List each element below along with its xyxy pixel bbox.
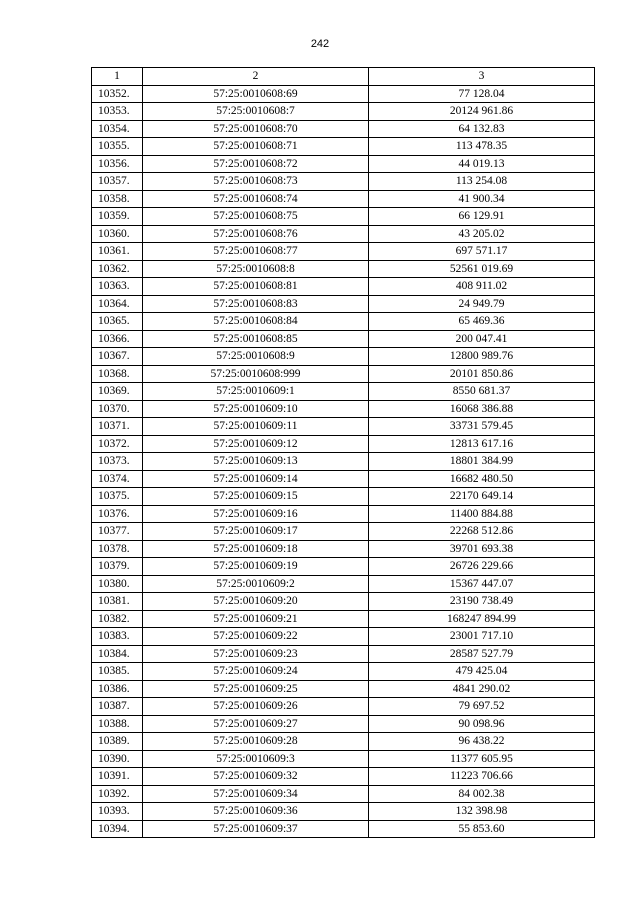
row-number-cell: 10365.	[92, 313, 143, 331]
cadastral-number-cell: 57:25:0010609:25	[143, 680, 369, 698]
cadastral-value-cell: 11377 605.95	[369, 750, 595, 768]
table-row	[92, 698, 595, 716]
cadastral-value-cell: 16682 480.50	[369, 470, 595, 488]
cadastral-value-table	[91, 67, 595, 838]
row-number-cell: 10380.	[92, 575, 143, 593]
cadastral-value-cell: 11223 706.66	[369, 768, 595, 786]
row-number-cell: 10382.	[92, 610, 143, 628]
cadastral-number-cell: 57:25:0010609:18	[143, 540, 369, 558]
cadastral-value-cell: 20124 961.86	[369, 103, 595, 121]
row-number-cell: 10390.	[92, 750, 143, 768]
cadastral-number-cell: 57:25:0010609:28	[143, 733, 369, 751]
cadastral-number-cell: 57:25:0010609:12	[143, 435, 369, 453]
row-number-cell: 10367.	[92, 348, 143, 366]
table-row	[92, 383, 595, 401]
page-number: 242	[310, 38, 330, 50]
cadastral-number-cell: 57:25:0010608:75	[143, 208, 369, 226]
cadastral-value-cell: 168247 894.99	[369, 610, 595, 628]
table-body	[92, 85, 595, 838]
table-row	[92, 610, 595, 628]
cadastral-value-cell: 11400 884.88	[369, 505, 595, 523]
cadastral-value-cell: 200 047.41	[369, 330, 595, 348]
table-row	[92, 453, 595, 471]
cadastral-value-cell: 43 205.02	[369, 225, 595, 243]
row-number-cell: 10360.	[92, 225, 143, 243]
table-row	[92, 85, 595, 103]
table-row	[92, 155, 595, 173]
table-row	[92, 173, 595, 191]
row-number-cell: 10371.	[92, 418, 143, 436]
row-number-cell: 10394.	[92, 820, 143, 838]
table-row	[92, 435, 595, 453]
cadastral-value-cell: 113 254.08	[369, 173, 595, 191]
row-number-cell: 10393.	[92, 803, 143, 821]
table-row	[92, 768, 595, 786]
table-header-row	[92, 68, 595, 86]
cadastral-value-cell: 479 425.04	[369, 663, 595, 681]
table-row	[92, 330, 595, 348]
cadastral-number-cell: 57:25:0010609:2	[143, 575, 369, 593]
cadastral-value-cell: 41 900.34	[369, 190, 595, 208]
cadastral-number-cell: 57:25:0010608:81	[143, 278, 369, 296]
table-row	[92, 645, 595, 663]
row-number-cell: 10379.	[92, 558, 143, 576]
row-number-cell: 10354.	[92, 120, 143, 138]
cadastral-number-cell: 57:25:0010609:11	[143, 418, 369, 436]
table-row	[92, 750, 595, 768]
table-row	[92, 540, 595, 558]
row-number-cell: 10369.	[92, 383, 143, 401]
cadastral-number-cell: 57:25:0010609:21	[143, 610, 369, 628]
cadastral-number-cell: 57:25:0010609:24	[143, 663, 369, 681]
cadastral-number-cell: 57:25:0010608:85	[143, 330, 369, 348]
table-row	[92, 628, 595, 646]
cadastral-value-cell: 64 132.83	[369, 120, 595, 138]
cadastral-number-cell: 57:25:0010609:17	[143, 523, 369, 541]
cadastral-value-cell: 132 398.98	[369, 803, 595, 821]
table-row	[92, 138, 595, 156]
cadastral-number-cell: 57:25:0010609:3	[143, 750, 369, 768]
cadastral-value-cell: 28587 527.79	[369, 645, 595, 663]
cadastral-value-cell: 23190 738.49	[369, 593, 595, 611]
table-row	[92, 593, 595, 611]
table-row	[92, 208, 595, 226]
table-row	[92, 715, 595, 733]
cadastral-number-cell: 57:25:0010608:69	[143, 85, 369, 103]
cadastral-value-cell: 90 098.96	[369, 715, 595, 733]
cadastral-value-cell: 16068 386.88	[369, 400, 595, 418]
cadastral-value-cell: 39701 693.38	[369, 540, 595, 558]
row-number-cell: 10372.	[92, 435, 143, 453]
cadastral-number-cell: 57:25:0010608:73	[143, 173, 369, 191]
cadastral-number-cell: 57:25:0010609:22	[143, 628, 369, 646]
row-number-cell: 10378.	[92, 540, 143, 558]
table-row	[92, 225, 595, 243]
cadastral-value-cell: 77 128.04	[369, 85, 595, 103]
column-header-cadastral-number: 2	[143, 68, 369, 86]
cadastral-number-cell: 57:25:0010609:26	[143, 698, 369, 716]
cadastral-number-cell: 57:25:0010608:8	[143, 260, 369, 278]
cadastral-number-cell: 57:25:0010608:7	[143, 103, 369, 121]
cadastral-value-cell: 55 853.60	[369, 820, 595, 838]
cadastral-number-cell: 57:25:0010608:76	[143, 225, 369, 243]
cadastral-number-cell: 57:25:0010608:71	[143, 138, 369, 156]
row-number-cell: 10391.	[92, 768, 143, 786]
cadastral-number-cell: 57:25:0010608:72	[143, 155, 369, 173]
cadastral-number-cell: 57:25:0010609:16	[143, 505, 369, 523]
cadastral-value-cell: 22268 512.86	[369, 523, 595, 541]
row-number-cell: 10384.	[92, 645, 143, 663]
table-row	[92, 295, 595, 313]
cadastral-value-cell: 20101 850.86	[369, 365, 595, 383]
row-number-cell: 10352.	[92, 85, 143, 103]
cadastral-value-cell: 23001 717.10	[369, 628, 595, 646]
cadastral-value-cell: 12813 617.16	[369, 435, 595, 453]
cadastral-number-cell: 57:25:0010608:77	[143, 243, 369, 261]
cadastral-value-cell: 697 571.17	[369, 243, 595, 261]
row-number-cell: 10368.	[92, 365, 143, 383]
cadastral-value-cell: 408 911.02	[369, 278, 595, 296]
row-number-cell: 10388.	[92, 715, 143, 733]
row-number-cell: 10362.	[92, 260, 143, 278]
cadastral-value-cell: 18801 384.99	[369, 453, 595, 471]
cadastral-value-cell: 33731 579.45	[369, 418, 595, 436]
table-row	[92, 243, 595, 261]
cadastral-value-cell: 26726 229.66	[369, 558, 595, 576]
table-row	[92, 523, 595, 541]
cadastral-value-cell: 12800 989.76	[369, 348, 595, 366]
cadastral-number-cell: 57:25:0010609:10	[143, 400, 369, 418]
row-number-cell: 10377.	[92, 523, 143, 541]
row-number-cell: 10383.	[92, 628, 143, 646]
cadastral-number-cell: 57:25:0010609:1	[143, 383, 369, 401]
table-row	[92, 348, 595, 366]
row-number-cell: 10370.	[92, 400, 143, 418]
table-row	[92, 558, 595, 576]
cadastral-value-cell: 84 002.38	[369, 785, 595, 803]
row-number-cell: 10361.	[92, 243, 143, 261]
cadastral-number-cell: 57:25:0010608:9	[143, 348, 369, 366]
row-number-cell: 10381.	[92, 593, 143, 611]
cadastral-number-cell: 57:25:0010608:84	[143, 313, 369, 331]
table-row	[92, 733, 595, 751]
cadastral-value-cell: 96 438.22	[369, 733, 595, 751]
row-number-cell: 10385.	[92, 663, 143, 681]
cadastral-value-cell: 79 697.52	[369, 698, 595, 716]
row-number-cell: 10373.	[92, 453, 143, 471]
cadastral-value-cell: 15367 447.07	[369, 575, 595, 593]
table-row	[92, 785, 595, 803]
table-row	[92, 120, 595, 138]
table-row	[92, 418, 595, 436]
table-row	[92, 103, 595, 121]
row-number-cell: 10357.	[92, 173, 143, 191]
cadastral-value-cell: 22170 649.14	[369, 488, 595, 506]
table-row	[92, 663, 595, 681]
row-number-cell: 10374.	[92, 470, 143, 488]
table-row	[92, 278, 595, 296]
row-number-cell: 10389.	[92, 733, 143, 751]
row-number-cell: 10387.	[92, 698, 143, 716]
table-row	[92, 488, 595, 506]
table-row	[92, 365, 595, 383]
row-number-cell: 10376.	[92, 505, 143, 523]
cadastral-number-cell: 57:25:0010608:83	[143, 295, 369, 313]
cadastral-value-cell: 113 478.35	[369, 138, 595, 156]
row-number-cell: 10353.	[92, 103, 143, 121]
cadastral-number-cell: 57:25:0010609:20	[143, 593, 369, 611]
cadastral-number-cell: 57:25:0010608:70	[143, 120, 369, 138]
column-header-value: 3	[369, 68, 595, 86]
table-row	[92, 505, 595, 523]
table-row	[92, 470, 595, 488]
column-header-number: 1	[92, 68, 143, 86]
table-row	[92, 680, 595, 698]
row-number-cell: 10358.	[92, 190, 143, 208]
cadastral-number-cell: 57:25:0010609:36	[143, 803, 369, 821]
cadastral-number-cell: 57:25:0010609:32	[143, 768, 369, 786]
cadastral-number-cell: 57:25:0010609:14	[143, 470, 369, 488]
row-number-cell: 10375.	[92, 488, 143, 506]
cadastral-value-cell: 66 129.91	[369, 208, 595, 226]
table-row	[92, 803, 595, 821]
cadastral-value-cell: 52561 019.69	[369, 260, 595, 278]
cadastral-number-cell: 57:25:0010609:13	[143, 453, 369, 471]
table-row	[92, 313, 595, 331]
cadastral-value-cell: 24 949.79	[369, 295, 595, 313]
table-row	[92, 260, 595, 278]
table-row	[92, 575, 595, 593]
cadastral-number-cell: 57:25:0010609:34	[143, 785, 369, 803]
cadastral-value-cell: 8550 681.37	[369, 383, 595, 401]
row-number-cell: 10366.	[92, 330, 143, 348]
cadastral-number-cell: 57:25:0010609:27	[143, 715, 369, 733]
cadastral-value-cell: 4841 290.02	[369, 680, 595, 698]
cadastral-number-cell: 57:25:0010608:999	[143, 365, 369, 383]
cadastral-number-cell: 57:25:0010609:23	[143, 645, 369, 663]
cadastral-number-cell: 57:25:0010609:37	[143, 820, 369, 838]
row-number-cell: 10364.	[92, 295, 143, 313]
row-number-cell: 10363.	[92, 278, 143, 296]
cadastral-number-cell: 57:25:0010609:19	[143, 558, 369, 576]
table-row	[92, 400, 595, 418]
row-number-cell: 10359.	[92, 208, 143, 226]
table-row	[92, 190, 595, 208]
table-row	[92, 820, 595, 838]
cadastral-number-cell: 57:25:0010609:15	[143, 488, 369, 506]
row-number-cell: 10392.	[92, 785, 143, 803]
row-number-cell: 10386.	[92, 680, 143, 698]
cadastral-value-cell: 44 019.13	[369, 155, 595, 173]
cadastral-number-cell: 57:25:0010608:74	[143, 190, 369, 208]
row-number-cell: 10355.	[92, 138, 143, 156]
cadastral-value-cell: 65 469.36	[369, 313, 595, 331]
row-number-cell: 10356.	[92, 155, 143, 173]
